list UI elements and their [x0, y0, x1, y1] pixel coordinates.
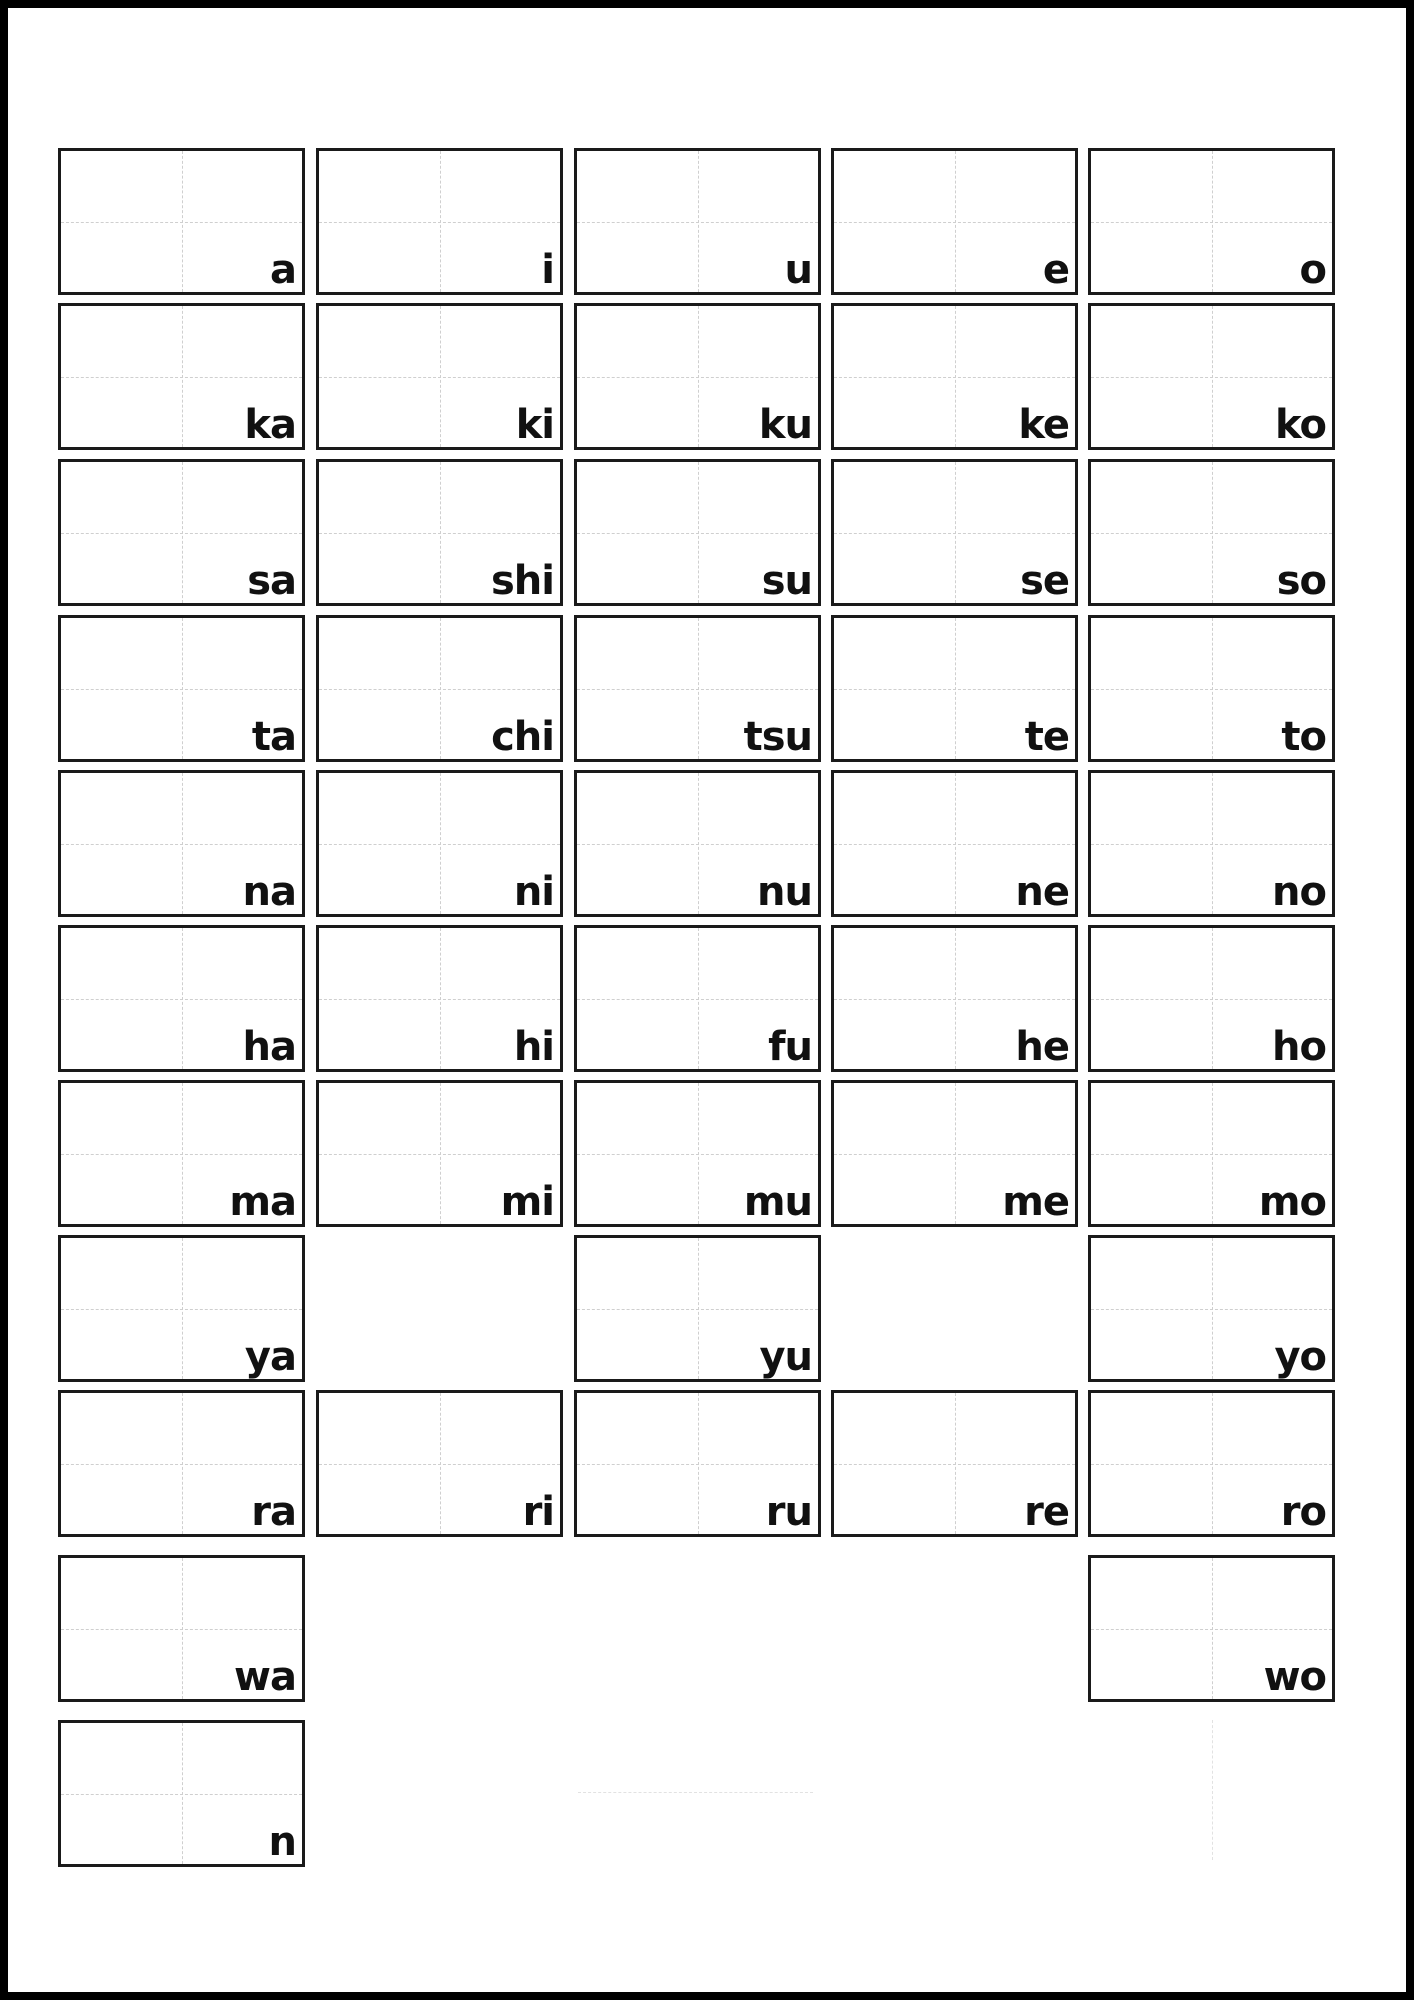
- romaji-label: ko: [1274, 402, 1326, 448]
- romaji-label: ru: [765, 1489, 812, 1535]
- guide-line-horizontal: [1091, 1464, 1332, 1465]
- romaji-label: ka: [244, 402, 296, 448]
- guide-line-horizontal: [577, 689, 818, 690]
- faint-guide-line: [1212, 1720, 1213, 1860]
- practice-box-hi: [316, 925, 563, 1072]
- guide-line-horizontal: [1091, 689, 1332, 690]
- romaji-label: u: [784, 247, 812, 293]
- guide-line-horizontal: [1091, 377, 1332, 378]
- practice-box-mi: [316, 1080, 563, 1227]
- practice-box-ho: [1088, 925, 1335, 1072]
- practice-box-ru: [574, 1390, 821, 1537]
- practice-box-n: [58, 1720, 305, 1867]
- romaji-label: no: [1272, 869, 1326, 915]
- romaji-label: n: [268, 1819, 296, 1865]
- practice-box-wo: [1088, 1555, 1335, 1702]
- guide-line-horizontal: [61, 1309, 302, 1310]
- romaji-label: i: [541, 247, 554, 293]
- guide-line-horizontal: [1091, 533, 1332, 534]
- practice-box-yu: [574, 1235, 821, 1382]
- guide-line-horizontal: [577, 377, 818, 378]
- guide-line-horizontal: [834, 689, 1075, 690]
- romaji-label: ro: [1280, 1489, 1326, 1535]
- practice-box-wa: [58, 1555, 305, 1702]
- romaji-label: mu: [743, 1179, 812, 1225]
- romaji-label: ra: [251, 1489, 296, 1535]
- guide-line-horizontal: [1091, 222, 1332, 223]
- practice-box-ki: [316, 303, 563, 450]
- practice-box-ne: [831, 770, 1078, 917]
- practice-box-no: [1088, 770, 1335, 917]
- practice-box-su: [574, 459, 821, 606]
- guide-line-horizontal: [834, 1464, 1075, 1465]
- romaji-label: yu: [759, 1334, 812, 1380]
- romaji-label: ke: [1018, 402, 1069, 448]
- practice-box-e: [831, 148, 1078, 295]
- romaji-label: na: [242, 869, 296, 915]
- practice-box-yo: [1088, 1235, 1335, 1382]
- practice-box-to: [1088, 615, 1335, 762]
- guide-line-horizontal: [61, 222, 302, 223]
- practice-box-tsu: [574, 615, 821, 762]
- romaji-label: tsu: [743, 714, 812, 760]
- practice-box-o: [1088, 148, 1335, 295]
- guide-line-horizontal: [1091, 1629, 1332, 1630]
- guide-line-horizontal: [319, 222, 560, 223]
- guide-line-horizontal: [319, 844, 560, 845]
- practice-box-ri: [316, 1390, 563, 1537]
- romaji-label: e: [1042, 247, 1069, 293]
- romaji-label: to: [1281, 714, 1326, 760]
- romaji-label: ma: [229, 1179, 296, 1225]
- guide-line-horizontal: [61, 1464, 302, 1465]
- practice-box-sa: [58, 459, 305, 606]
- practice-box-ro: [1088, 1390, 1335, 1537]
- guide-line-horizontal: [1091, 1154, 1332, 1155]
- romaji-label: mi: [500, 1179, 554, 1225]
- guide-line-horizontal: [319, 1154, 560, 1155]
- practice-box-u: [574, 148, 821, 295]
- faint-guide-line: [578, 1792, 813, 1793]
- romaji-label: chi: [491, 714, 554, 760]
- romaji-label: ta: [251, 714, 296, 760]
- practice-box-ku: [574, 303, 821, 450]
- guide-line-horizontal: [1091, 1309, 1332, 1310]
- guide-line-horizontal: [577, 1154, 818, 1155]
- practice-box-me: [831, 1080, 1078, 1227]
- guide-line-horizontal: [1091, 844, 1332, 845]
- guide-line-horizontal: [319, 377, 560, 378]
- practice-box-chi: [316, 615, 563, 762]
- romaji-label: me: [1002, 1179, 1069, 1225]
- practice-box-shi: [316, 459, 563, 606]
- practice-box-re: [831, 1390, 1078, 1537]
- practice-box-i: [316, 148, 563, 295]
- guide-line-horizontal: [319, 533, 560, 534]
- practice-box-mo: [1088, 1080, 1335, 1227]
- guide-line-horizontal: [1091, 999, 1332, 1000]
- guide-line-horizontal: [61, 1154, 302, 1155]
- guide-line-horizontal: [61, 999, 302, 1000]
- practice-box-ra: [58, 1390, 305, 1537]
- practice-box-ni: [316, 770, 563, 917]
- practice-box-na: [58, 770, 305, 917]
- practice-box-te: [831, 615, 1078, 762]
- romaji-label: ki: [515, 402, 554, 448]
- romaji-label: so: [1276, 558, 1326, 604]
- romaji-label: a: [270, 247, 296, 293]
- romaji-label: nu: [757, 869, 812, 915]
- romaji-label: yo: [1274, 1334, 1326, 1380]
- guide-line-horizontal: [577, 999, 818, 1000]
- guide-line-horizontal: [577, 533, 818, 534]
- romaji-label: wa: [234, 1654, 296, 1700]
- guide-line-horizontal: [61, 844, 302, 845]
- romaji-label: ho: [1272, 1024, 1326, 1070]
- practice-box-ka: [58, 303, 305, 450]
- romaji-label: fu: [768, 1024, 812, 1070]
- guide-line-horizontal: [834, 222, 1075, 223]
- guide-line-horizontal: [577, 844, 818, 845]
- guide-line-horizontal: [834, 377, 1075, 378]
- romaji-label: sa: [247, 558, 296, 604]
- romaji-label: su: [761, 558, 812, 604]
- romaji-label: ku: [758, 402, 812, 448]
- romaji-label: se: [1020, 558, 1069, 604]
- guide-line-horizontal: [577, 1309, 818, 1310]
- practice-box-fu: [574, 925, 821, 1072]
- guide-line-horizontal: [834, 533, 1075, 534]
- guide-line-horizontal: [834, 999, 1075, 1000]
- guide-line-horizontal: [834, 1154, 1075, 1155]
- practice-box-mu: [574, 1080, 821, 1227]
- guide-line-horizontal: [61, 1629, 302, 1630]
- romaji-label: re: [1024, 1489, 1069, 1535]
- romaji-label: shi: [491, 558, 554, 604]
- practice-box-nu: [574, 770, 821, 917]
- practice-box-ya: [58, 1235, 305, 1382]
- romaji-label: ni: [513, 869, 554, 915]
- romaji-label: ri: [522, 1489, 554, 1535]
- practice-box-ma: [58, 1080, 305, 1227]
- guide-line-horizontal: [61, 377, 302, 378]
- romaji-label: mo: [1258, 1179, 1326, 1225]
- practice-box-ha: [58, 925, 305, 1072]
- guide-line-horizontal: [61, 1794, 302, 1795]
- romaji-label: ya: [244, 1334, 296, 1380]
- guide-line-horizontal: [319, 1464, 560, 1465]
- romaji-label: wo: [1263, 1654, 1326, 1700]
- practice-box-ko: [1088, 303, 1335, 450]
- romaji-label: ne: [1015, 869, 1069, 915]
- practice-box-a: [58, 148, 305, 295]
- practice-box-ta: [58, 615, 305, 762]
- practice-box-he: [831, 925, 1078, 1072]
- practice-box-se: [831, 459, 1078, 606]
- guide-line-horizontal: [577, 222, 818, 223]
- practice-box-ke: [831, 303, 1078, 450]
- guide-line-horizontal: [577, 1464, 818, 1465]
- guide-line-horizontal: [61, 689, 302, 690]
- guide-line-horizontal: [61, 533, 302, 534]
- practice-box-so: [1088, 459, 1335, 606]
- romaji-label: he: [1015, 1024, 1069, 1070]
- guide-line-horizontal: [319, 999, 560, 1000]
- romaji-label: ha: [242, 1024, 296, 1070]
- romaji-label: te: [1024, 714, 1069, 760]
- romaji-label: o: [1299, 247, 1326, 293]
- romaji-label: hi: [513, 1024, 554, 1070]
- guide-line-horizontal: [319, 689, 560, 690]
- guide-line-horizontal: [834, 844, 1075, 845]
